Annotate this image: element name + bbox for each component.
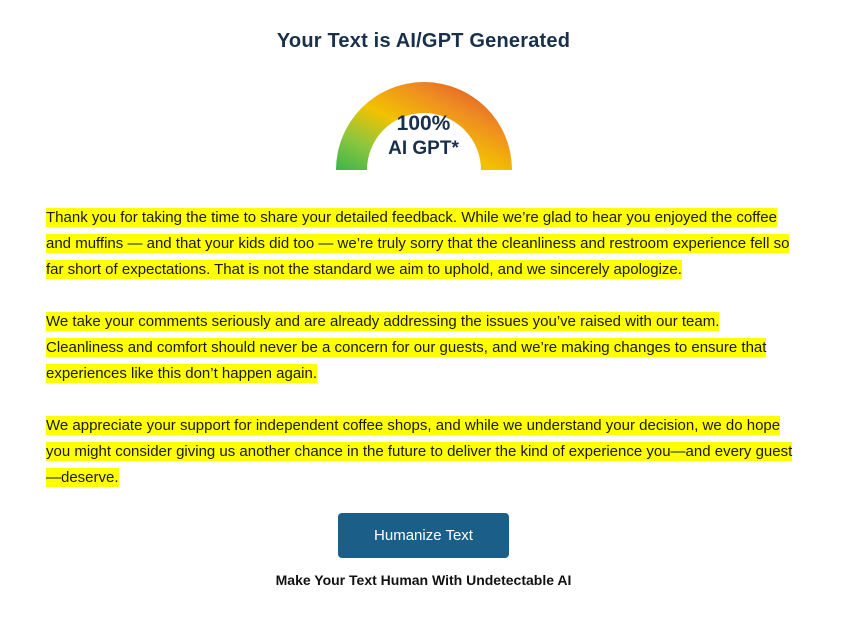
page-title: Your Text is AI/GPT Generated (276, 30, 571, 52)
ai-score-gauge (46, 65, 801, 183)
paragraph (46, 413, 801, 491)
highlighted-text: Thank you for taking the time to share your detailed feedback. While we’re glad to hear you enjoyed the coffee and muffins — and that your kids did too — we’re truly sorry that the cleanliness and restroom experience fell so far short of expectations. That is not the standard we aim to uphold, and we sincerely apologize. (46, 209, 790, 278)
footer-note: Make Your Text Human With Undetectable AI (275, 572, 572, 588)
humanize-text-button[interactable]: Humanize Text (338, 513, 509, 558)
gauge-label-group (321, 111, 527, 160)
analyzed-text (46, 205, 801, 491)
paragraph (46, 205, 801, 283)
cta-area (46, 513, 801, 558)
gauge-percent: 100% (396, 112, 451, 135)
highlighted-text: We appreciate your support for independent coffee shops, and while we understand your decision, we do hope you might consider giving us another chance in the future to deliver the kind of experience you—and every guest—deserve. (46, 417, 793, 486)
left-rail (0, 0, 4, 641)
gauge-source: AI GPT* (388, 137, 459, 159)
paragraph (46, 309, 801, 387)
highlighted-text: We take your comments seriously and are already addressing the issues you’ve raised with our team. Cleanliness and comfort should never be a concern for our guests, and we’re making changes to ensure that experiences like this don’t happen again. (46, 313, 767, 382)
